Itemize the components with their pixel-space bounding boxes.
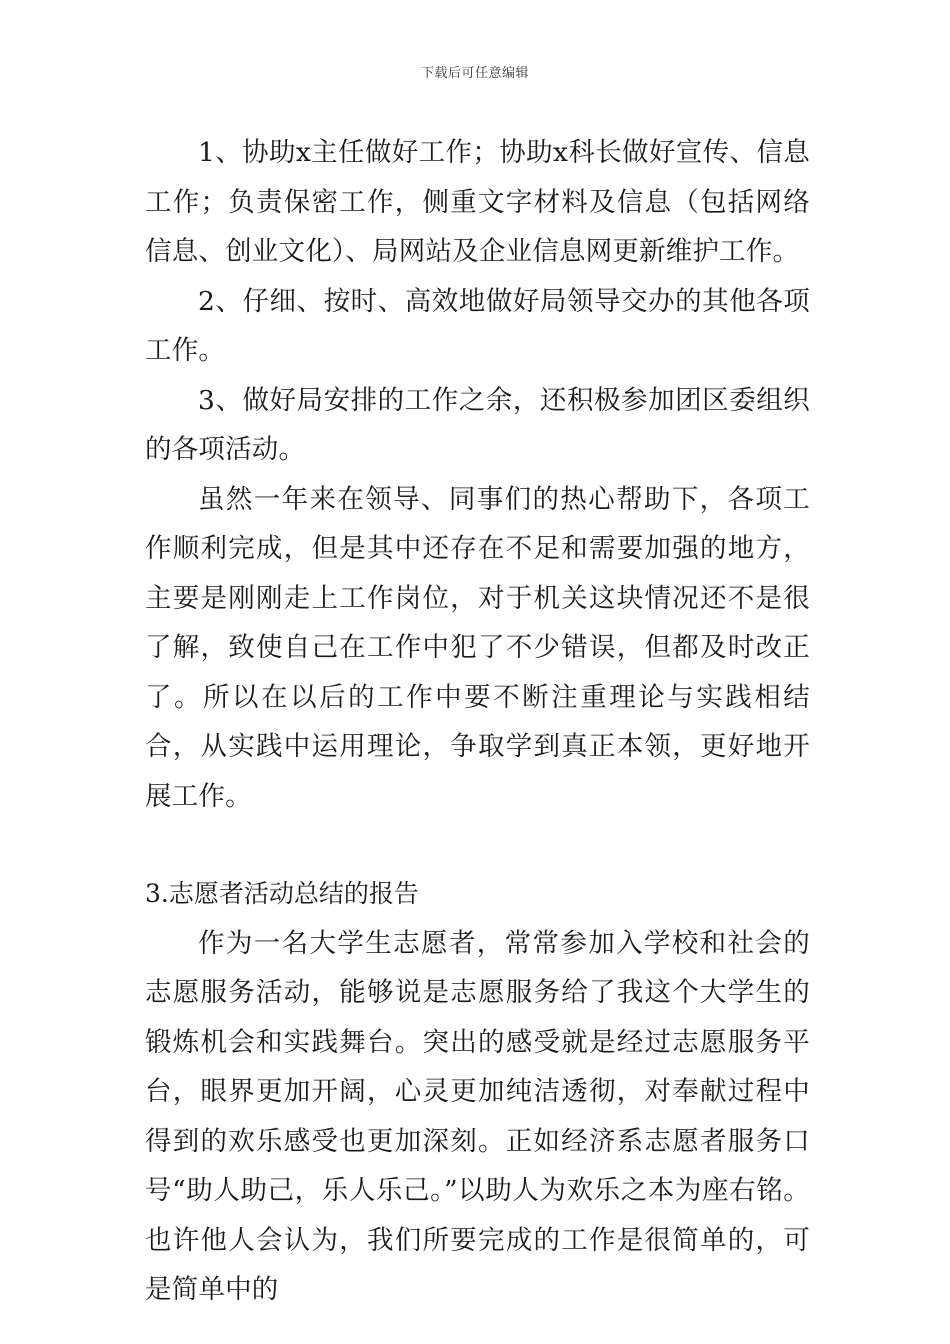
paragraph-item-3: 3、做好局安排的工作之余，还积极参加团区委组织的各项活动。 [145, 384, 810, 465]
document-body [145, 128, 810, 1315]
page-header-note: 下载后可任意编辑 [420, 66, 529, 81]
paragraph-volunteer: 作为一名大学生志愿者，常常参加入学校和社会的志愿服务活动，能够说是志愿服务给了我这个大学生的锻炼机会和实践舞台。突出的感受就是经过志愿服务平台，眼界更加开阔，心灵更加纯洁透彻，对奉献过程中得到的欢乐感受也更加深刻。正如经济系志愿者服务口号“助人助己，乐人乐己。”以助人为欢乐之本为座右铭。也许他人会认为，我们所要完成的工作是很简单的，可是简单中的 [145, 927, 810, 1305]
paragraph-item-2: 2、仔细、按时、高效地做好局领导交办的其他各项工作。 [145, 285, 810, 366]
paragraph-item-1: 1、协助x主任做好工作；协助x科长做好宣传、信息工作；负责保密工作，侧重文字材料及信息（包括网络信息、创业文化）、局网站及企业信息网更新维护工作。 [145, 137, 810, 267]
paragraph-summary: 虽然一年来在领导、同事们的热心帮助下，各项工作顺利完成，但是其中还存在不足和需要加强的地方，主要是刚刚走上工作岗位，对于机关这块情况还不是很了解，致使自己在工作中犯了不少错误，但都及时改正了。所以在以后的工作中要不断注重理论与实践相结合，从实践中运用理论，争取学到真正本领，更好地开展工作。 [145, 483, 810, 812]
section-heading: 3.志愿者活动总结的报告 [145, 879, 419, 908]
